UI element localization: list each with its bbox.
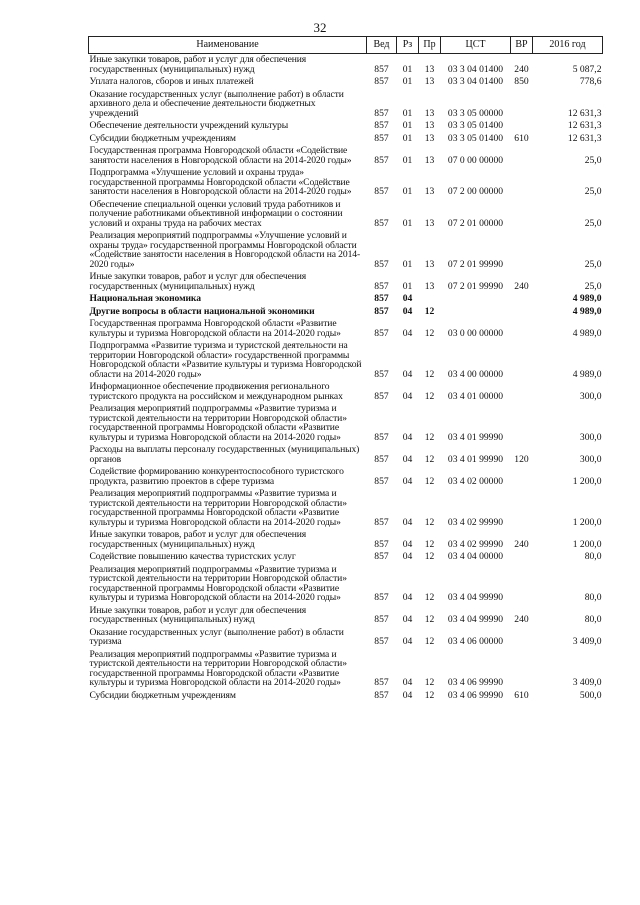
- row-sum-cell: 300,0: [579, 431, 602, 443]
- row-rz-cell: 04: [402, 551, 413, 562]
- row-rz-cell: 01: [402, 132, 413, 144]
- row-pr-cell: 12: [424, 538, 435, 550]
- row-name-cell: Реализация мероприятий подпрограммы «Развитие туризма и туристской деятельности на территории Новгородской области» государственной программы Новгородской области «Развитие культуры и туризма Новгородской области на 2014-2020 годы»: [89, 488, 347, 528]
- row-cst-cell: 03 4 02 99990: [447, 516, 504, 528]
- row-cst-cell: 03 3 05 01400: [447, 132, 504, 144]
- row-pr-cell: 12: [424, 327, 435, 339]
- row-rz-cell: 04: [402, 453, 413, 465]
- row-cst-cell: 03 0 00 00000: [447, 327, 504, 339]
- row-pr-cell: 12: [424, 305, 435, 317]
- row-ved-cell: 857: [374, 538, 389, 550]
- row-ved-cell: 857: [374, 327, 389, 339]
- row-vr-cell: [511, 564, 533, 605]
- row-name-cell: Иные закупки товаров, работ и услуг для обеспечения государственных (муниципальных) нужд: [89, 54, 307, 75]
- row-pr-cell: [419, 293, 441, 306]
- row-name-cell: Государственная программа Новгородской области «Развитие культуры и туризма Новгородской области на 2014-2020 годы»: [89, 318, 341, 339]
- column-header-cst: ЦСТ: [441, 37, 511, 54]
- row-vr-cell: 240: [514, 63, 529, 75]
- row-cst-cell: 03 4 06 00000: [447, 636, 504, 647]
- row-sum-cell: 3 409,0: [572, 677, 602, 688]
- row-rz-cell: 04: [402, 305, 413, 317]
- row-ved-cell: 857: [374, 217, 389, 229]
- table-row: [89, 199, 603, 231]
- row-rz-cell: 01: [402, 107, 413, 119]
- row-sum-cell: 778,6: [579, 76, 602, 87]
- row-rz-cell: 04: [402, 689, 413, 701]
- table-row: [89, 306, 603, 319]
- row-cst-cell: 03 4 01 00000: [447, 390, 504, 402]
- row-cst-cell: 03 3 05 00000: [447, 107, 504, 119]
- column-header-pr: Пр: [419, 37, 441, 54]
- row-name-cell: Оказание государственных услуг (выполнение работ) в области туризма: [89, 626, 344, 647]
- row-name-cell: Реализация мероприятий подпрограммы «Развитие туризма и туристской деятельности на территории Новгородской области» государственной программы Новгородской области «Развитие культуры и туризма Новгородской области на 2014-2020 годы»: [89, 648, 347, 688]
- row-vr-cell: [511, 120, 533, 133]
- row-cst-cell: 03 3 05 01400: [447, 120, 504, 131]
- row-vr-cell: 610: [514, 132, 529, 144]
- row-cst-cell: 03 4 06 99990: [447, 677, 504, 688]
- row-name-cell: Подпрограмма «Улучшение условий и охраны труда» государственной программы Новгородской области «Содействие занятости населения в Новгородской области на 2014-2020 годы»: [89, 167, 352, 197]
- table-row: [89, 145, 603, 167]
- row-sum-cell: 3 409,0: [572, 636, 602, 647]
- row-name-cell: Подпрограмма «Развитие туризма и туристской деятельности на территории Новгородской области» государственной программы Новгородской области «Развитие культуры и туризма Новгородской области на 2014-2020 годы»: [89, 340, 362, 380]
- table-row: [89, 293, 603, 306]
- row-name-cell: Информационное обеспечение продвижения регионального туристского продукта на российском и международном рынках: [89, 381, 343, 402]
- row-ved-cell: 857: [374, 636, 389, 647]
- row-vr-cell: [511, 340, 533, 381]
- row-rz-cell: 04: [402, 368, 413, 380]
- row-ved-cell: 857: [374, 614, 389, 625]
- row-name-cell: Содействие повышению качества туристских услуг: [89, 551, 296, 562]
- row-sum-cell: 12 631,3: [567, 132, 602, 144]
- row-pr-cell: 13: [424, 76, 435, 87]
- row-vr-cell: [511, 466, 533, 488]
- row-sum-cell: 4 989,0: [572, 327, 602, 339]
- row-rz-cell: 04: [402, 431, 413, 443]
- row-vr-cell: 240: [514, 614, 529, 625]
- row-rz-cell: 01: [402, 186, 413, 197]
- row-ved-cell: 857: [374, 154, 389, 166]
- row-vr-cell: [511, 306, 533, 319]
- row-rz-cell: 04: [402, 327, 413, 339]
- row-cst-cell: 03 4 04 99990: [447, 614, 504, 625]
- table-row: [89, 649, 603, 690]
- row-vr-cell: [511, 89, 533, 121]
- row-ved-cell: 857: [374, 107, 389, 119]
- row-cst-cell: 03 3 04 01400: [447, 63, 504, 75]
- row-vr-cell: 610: [514, 689, 529, 701]
- row-ved-cell: 857: [374, 293, 389, 304]
- table-row: [89, 133, 603, 146]
- row-sum-cell: 4 989,0: [572, 293, 602, 304]
- row-vr-cell: [511, 551, 533, 564]
- table-row: [89, 167, 603, 199]
- row-sum-cell: 1 200,0: [572, 475, 602, 487]
- row-ved-cell: 857: [374, 132, 389, 144]
- row-pr-cell: 12: [424, 551, 435, 562]
- row-name-cell: Расходы на выплаты персоналу государственных (муниципальных) органов: [89, 444, 360, 465]
- column-header-ved: Вед: [367, 37, 397, 54]
- row-cst-cell: 07 2 01 99990: [447, 258, 504, 270]
- row-name-cell: Содействие формированию конкурентоспособного туристского продукта, развитию проектов в сфере туризма: [89, 466, 344, 487]
- row-vr-cell: [511, 230, 533, 271]
- row-name-cell: Реализация мероприятий подпрограммы «Развитие туризма и туристской деятельности на территории Новгородской области» государственной программы Новгородской области «Развитие культуры и туризма Новгородской области на 2014-2020 годы»: [89, 403, 347, 443]
- row-sum-cell: 300,0: [579, 453, 602, 465]
- row-vr-cell: 240: [514, 280, 529, 292]
- table-row: [89, 627, 603, 649]
- row-sum-cell: 25,0: [584, 154, 602, 166]
- table-row: [89, 340, 603, 381]
- row-ved-cell: 857: [374, 475, 389, 487]
- row-pr-cell: 12: [424, 475, 435, 487]
- row-rz-cell: 04: [402, 293, 413, 304]
- table-row: [89, 120, 603, 133]
- table-row: [89, 564, 603, 605]
- row-sum-cell: 300,0: [579, 390, 602, 402]
- row-rz-cell: 01: [402, 63, 413, 75]
- row-cst-cell: 03 4 02 99990: [447, 538, 504, 550]
- row-sum-cell: 80,0: [584, 551, 602, 562]
- row-vr-cell: [511, 293, 533, 306]
- row-ved-cell: 857: [374, 63, 389, 75]
- row-pr-cell: 12: [424, 677, 435, 688]
- row-cst-cell: [441, 293, 511, 306]
- row-vr-cell: [511, 627, 533, 649]
- row-name-cell: Оказание государственных услуг (выполнение работ) в области архивного дела и обеспечение деятельности бюджетных учреждений: [89, 88, 344, 119]
- table-row: [89, 529, 603, 551]
- row-ved-cell: 857: [374, 76, 389, 87]
- row-sum-cell: 4 989,0: [572, 368, 602, 380]
- table-body: [89, 54, 603, 703]
- row-vr-cell: [511, 488, 533, 529]
- row-ved-cell: 857: [374, 551, 389, 562]
- row-vr-cell: [511, 318, 533, 340]
- row-pr-cell: 12: [424, 636, 435, 647]
- row-vr-cell: [511, 199, 533, 231]
- row-sum-cell: 1 200,0: [572, 538, 602, 550]
- row-pr-cell: 12: [424, 390, 435, 402]
- row-pr-cell: 12: [424, 614, 435, 625]
- row-cst-cell: 03 4 02 00000: [447, 475, 504, 487]
- row-name-cell: Обеспечение деятельности учреждений культуры: [89, 120, 289, 131]
- row-ved-cell: 857: [374, 368, 389, 380]
- row-sum-cell: 5 087,2: [572, 63, 602, 75]
- row-pr-cell: 12: [424, 453, 435, 465]
- row-rz-cell: 04: [402, 677, 413, 688]
- row-pr-cell: 13: [424, 217, 435, 229]
- row-sum-cell: 4 989,0: [572, 305, 602, 317]
- row-rz-cell: 04: [402, 390, 413, 402]
- row-sum-cell: 25,0: [584, 186, 602, 197]
- row-name-cell: Уплата налогов, сборов и иных платежей: [89, 76, 254, 87]
- budget-table: [88, 36, 603, 702]
- row-vr-cell: [511, 403, 533, 444]
- table-row: [89, 690, 603, 703]
- row-pr-cell: 12: [424, 689, 435, 701]
- row-pr-cell: 13: [424, 132, 435, 144]
- row-rz-cell: 04: [402, 538, 413, 550]
- row-vr-cell: 850: [514, 76, 529, 87]
- table-row: [89, 89, 603, 121]
- table-row: [89, 466, 603, 488]
- table-row: [89, 318, 603, 340]
- row-ved-cell: 857: [374, 258, 389, 270]
- row-ved-cell: 857: [374, 305, 389, 317]
- row-pr-cell: 12: [424, 368, 435, 380]
- row-ved-cell: 857: [374, 280, 389, 292]
- row-vr-cell: [511, 649, 533, 690]
- row-sum-cell: 12 631,3: [567, 120, 602, 131]
- row-ved-cell: 857: [374, 120, 389, 131]
- row-cst-cell: 07 2 01 00000: [447, 217, 504, 229]
- column-header-rz: Рз: [397, 37, 419, 54]
- row-rz-cell: 01: [402, 258, 413, 270]
- row-cst-cell: 03 4 01 99990: [447, 431, 504, 443]
- row-rz-cell: 04: [402, 636, 413, 647]
- row-sum-cell: 12 631,3: [567, 107, 602, 119]
- row-rz-cell: 04: [402, 475, 413, 487]
- row-vr-cell: 240: [514, 538, 529, 550]
- row-rz-cell: 04: [402, 592, 413, 603]
- row-vr-cell: [511, 167, 533, 199]
- row-ved-cell: 857: [374, 431, 389, 443]
- row-name-cell: Субсидии бюджетным учреждениям: [89, 689, 236, 701]
- row-sum-cell: 80,0: [584, 614, 602, 625]
- row-rz-cell: 01: [402, 217, 413, 229]
- row-name-cell: Реализация мероприятий подпрограммы «Развитие туризма и туристской деятельности на территории Новгородской области» государственной программы Новгородской области «Развитие культуры и туризма Новгородской области на 2014-2020 годы»: [89, 563, 347, 603]
- row-cst-cell: 03 4 00 00000: [447, 368, 504, 380]
- table-row: [89, 403, 603, 444]
- row-rz-cell: 01: [402, 120, 413, 131]
- row-sum-cell: 25,0: [584, 258, 602, 270]
- table-row: [89, 605, 603, 627]
- row-ved-cell: 857: [374, 390, 389, 402]
- table-row: [89, 230, 603, 271]
- column-header-vr: ВР: [511, 37, 533, 54]
- row-name-cell: Обеспечение специальной оценки условий труда работников и получение работниками объективной информации о состоянии условий и охраны труда на рабочих местах: [89, 198, 343, 229]
- row-cst-cell: 07 0 00 00000: [447, 154, 504, 166]
- row-name-cell: Иные закупки товаров, работ и услуг для обеспечения государственных (муниципальных) нужд: [89, 271, 307, 292]
- row-sum-cell: 25,0: [584, 280, 602, 292]
- row-sum-cell: 80,0: [584, 592, 602, 603]
- row-vr-cell: [511, 145, 533, 167]
- row-pr-cell: 12: [424, 592, 435, 603]
- table-row: [89, 54, 603, 77]
- row-pr-cell: 12: [424, 431, 435, 443]
- row-ved-cell: 857: [374, 186, 389, 197]
- row-pr-cell: 13: [424, 154, 435, 166]
- row-sum-cell: 500,0: [579, 689, 602, 701]
- table-row: [89, 76, 603, 89]
- row-pr-cell: 13: [424, 186, 435, 197]
- row-pr-cell: 13: [424, 280, 435, 292]
- row-name-cell: Национальная экономика: [89, 293, 201, 304]
- row-vr-cell: [511, 381, 533, 403]
- row-rz-cell: 01: [402, 280, 413, 292]
- row-pr-cell: 13: [424, 107, 435, 119]
- row-ved-cell: 857: [374, 516, 389, 528]
- column-header-sum: 2016 год: [533, 37, 603, 54]
- table-row: [89, 271, 603, 293]
- row-cst-cell: 03 4 04 99990: [447, 592, 504, 603]
- table-row: [89, 488, 603, 529]
- row-ved-cell: 857: [374, 592, 389, 603]
- row-name-cell: Другие вопросы в области национальной экономики: [89, 305, 315, 317]
- table-row: [89, 444, 603, 466]
- table-row: [89, 551, 603, 564]
- row-name-cell: Иные закупки товаров, работ и услуг для обеспечения государственных (муниципальных) нужд: [89, 604, 307, 625]
- row-name-cell: Государственная программа Новгородской области «Содействие занятости населения в Новгородской области на 2014-2020 годы»: [89, 145, 352, 166]
- row-cst-cell: 03 4 06 99990: [447, 689, 504, 701]
- row-cst-cell: 07 2 01 99990: [447, 280, 504, 292]
- row-rz-cell: 04: [402, 614, 413, 625]
- table-row: [89, 381, 603, 403]
- row-vr-cell: 120: [514, 453, 529, 465]
- row-pr-cell: 12: [424, 516, 435, 528]
- row-cst-cell: 03 4 04 00000: [447, 551, 504, 562]
- row-cst-cell: 03 3 04 01400: [447, 76, 504, 87]
- table-header-row: [89, 37, 603, 54]
- row-pr-cell: 13: [424, 258, 435, 270]
- row-rz-cell: 04: [402, 516, 413, 528]
- row-ved-cell: 857: [374, 689, 389, 701]
- column-header-name: Наименование: [89, 37, 367, 54]
- row-pr-cell: 13: [424, 63, 435, 75]
- row-cst-cell: 03 4 01 99990: [447, 453, 504, 465]
- row-ved-cell: 857: [374, 453, 389, 465]
- row-sum-cell: 1 200,0: [572, 516, 602, 528]
- row-name-cell: Реализация мероприятий подпрограммы «Улучшение условий и охраны труда» государственной программы Новгородской области «Содействие занятости населения в Новгородской области на 2014-2020 годы»: [89, 230, 361, 270]
- row-rz-cell: 01: [402, 154, 413, 166]
- row-sum-cell: 25,0: [584, 217, 602, 229]
- page-number: 32: [313, 20, 327, 35]
- row-ved-cell: 857: [374, 677, 389, 688]
- row-cst-cell: [441, 306, 511, 319]
- row-name-cell: Иные закупки товаров, работ и услуг для обеспечения государственных (муниципальных) нужд: [89, 529, 307, 550]
- row-rz-cell: 01: [402, 76, 413, 87]
- row-name-cell: Субсидии бюджетным учреждениям: [89, 132, 236, 144]
- row-cst-cell: 07 2 00 00000: [447, 186, 504, 197]
- row-pr-cell: 13: [424, 120, 435, 131]
